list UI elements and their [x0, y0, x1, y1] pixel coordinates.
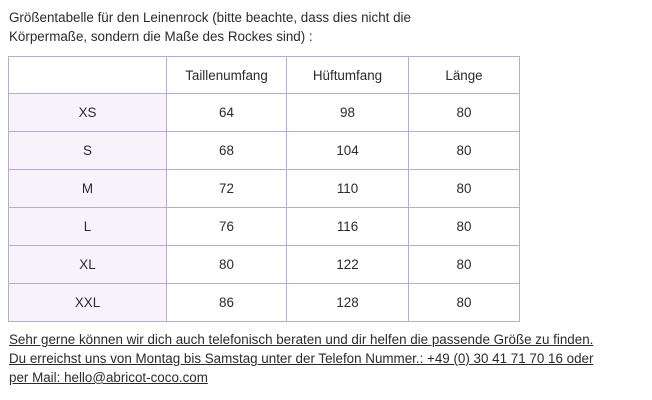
laenge-value: 80 [409, 284, 520, 322]
header-hueftumfang: Hüftumfang [287, 57, 409, 94]
size-label: XL [9, 246, 167, 284]
size-label: L [9, 208, 167, 246]
table-row [9, 94, 520, 132]
header-taillenumfang: Taillenumfang [167, 57, 287, 94]
taillenumfang-value: 80 [167, 246, 287, 284]
taillenumfang-value: 76 [167, 208, 287, 246]
laenge-value: 80 [409, 170, 520, 208]
hueftumfang-value: 104 [287, 132, 409, 170]
laenge-value: 80 [409, 246, 520, 284]
hueftumfang-value: 98 [287, 94, 409, 132]
contact-info [9, 330, 644, 387]
hueftumfang-value: 122 [287, 246, 409, 284]
size-label: XXL [9, 284, 167, 322]
hueftumfang-value: 116 [287, 208, 409, 246]
table-header-row [9, 57, 520, 94]
contact-line-2: Du erreichst uns von Montag bis Samstag unter der Telefon Nummer.: +49 (0) 30 41 71 70 16 oder [9, 351, 594, 366]
size-label: M [9, 170, 167, 208]
taillenumfang-value: 86 [167, 284, 287, 322]
laenge-value: 80 [409, 94, 520, 132]
hueftumfang-value: 110 [287, 170, 409, 208]
table-row [9, 246, 520, 284]
header-laenge: Länge [409, 57, 520, 94]
table-row [9, 170, 520, 208]
table-row [9, 284, 520, 322]
size-label: XS [9, 94, 167, 132]
contact-line-1: Sehr gerne können wir dich auch telefonisch beraten und dir helfen die passende Größe zu finden. [9, 332, 594, 347]
laenge-value: 80 [409, 208, 520, 246]
intro-line-1: Größentabelle für den Leinenrock (bitte beachte, dass dies nicht die [9, 10, 411, 25]
size-label: S [9, 132, 167, 170]
taillenumfang-value: 68 [167, 132, 287, 170]
taillenumfang-value: 72 [167, 170, 287, 208]
header-size [9, 57, 167, 94]
taillenumfang-value: 64 [167, 94, 287, 132]
contact-line-3: per Mail: hello@abricot-coco.com [9, 370, 208, 385]
intro-text [9, 8, 529, 46]
intro-line-2: Körpermaße, sondern die Maße des Rockes sind) : [9, 29, 313, 44]
hueftumfang-value: 128 [287, 284, 409, 322]
size-chart-table [8, 56, 520, 322]
table-row [9, 208, 520, 246]
table-row [9, 132, 520, 170]
laenge-value: 80 [409, 132, 520, 170]
